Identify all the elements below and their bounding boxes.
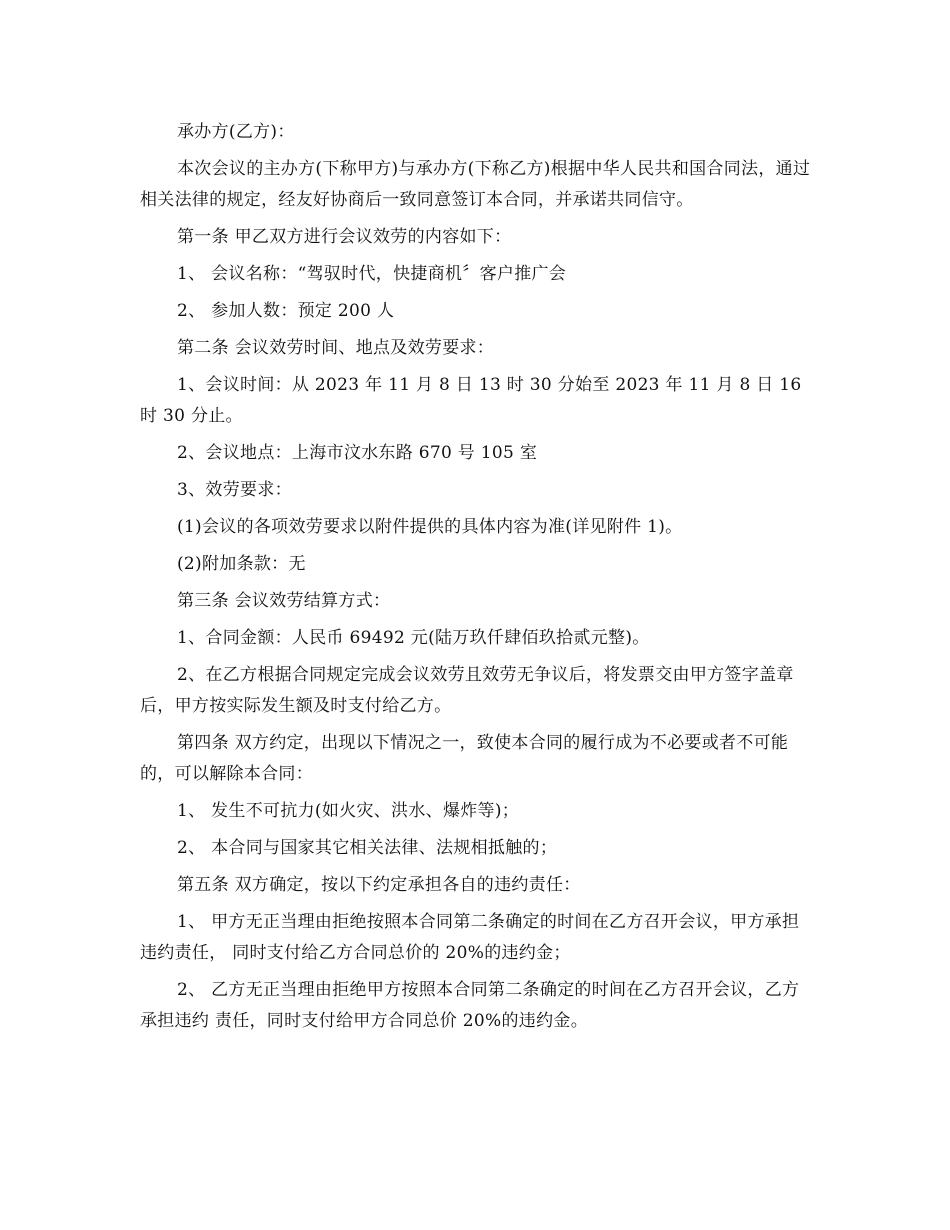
party-b-heading: 承办方(乙方)：: [177, 122, 295, 142]
article-4-item-2: 2、 本合同与国家其它相关法律、法规相抵触的；: [177, 838, 558, 858]
article-1-item-1: 1、 会议名称：“驾驭时代，快捷商机〞客户推广会: [177, 264, 567, 284]
article-5-item-2: 2、 乙方无正当理由拒绝甲方按照本合同第二条确定的时间在乙方召开会议，乙方承担违约 责任，同时支付给甲方合同总价 20%的违约金。: [140, 980, 800, 1031]
article-1-heading: 第一条 甲乙双方进行会议效劳的内容如下：: [177, 227, 512, 247]
article-3-heading: 第三条 会议效劳结算方式：: [177, 591, 391, 611]
article-2-item-1: 1、会议时间：从 2023 年 11 月 8 日 13 时 30 分始至 2023 年 11 月 8 日 16 时 30 分止。: [140, 375, 802, 426]
article-4-heading: 第四条 双方约定，出现以下情况之一，致使本合同的履行成为不必要或者不可能的，可以解除本合同：: [140, 733, 789, 784]
article-3-item-1: 1、合同金额：人民币 69492 元(陆万玖仟肆佰玖拾贰元整)。: [177, 628, 650, 648]
article-5-item-1: 1、 甲方无正当理由拒绝按照本合同第二条确定的时间在乙方召开会议，甲方承担违约责任， 同时支付给乙方合同总价的 20%的违约金；: [140, 912, 800, 963]
preamble-paragraph: 本次会议的主办方(下称甲方)与承办方(下称乙方)根据中华人民共和国合同法，通过相关法律的规定，经友好协商后一致同意签订本合同，并承诺共同信守。: [140, 159, 811, 210]
article-5-heading: 第五条 双方确定，按以下约定承担各自的违约责任：: [177, 875, 581, 895]
article-2-heading: 第二条 会议效劳时间、地点及效劳要求：: [177, 338, 495, 358]
article-4-item-1: 1、 发生不可抗力(如火灾、洪水、爆炸等)；: [177, 801, 520, 821]
article-1-item-2: 2、 参加人数：预定 200 人: [177, 301, 395, 321]
article-2-item-3: 3、效劳要求：: [177, 480, 292, 500]
article-2-subitem-2: (2)附加条款：无: [177, 554, 306, 574]
article-2-item-2: 2、会议地点：上海市汶水东路 670 号 105 室: [177, 443, 538, 463]
article-3-item-2: 2、在乙方根据合同规定完成会议效劳且效劳无争议后，将发票交由甲方签字盖章后，甲方按实际发生额及时支付给乙方。: [140, 665, 794, 716]
article-2-subitem-1: (1)会议的各项效劳要求以附件提供的具体内容为准(详见附件 1)。: [177, 517, 683, 537]
document-body: [140, 117, 815, 1043]
